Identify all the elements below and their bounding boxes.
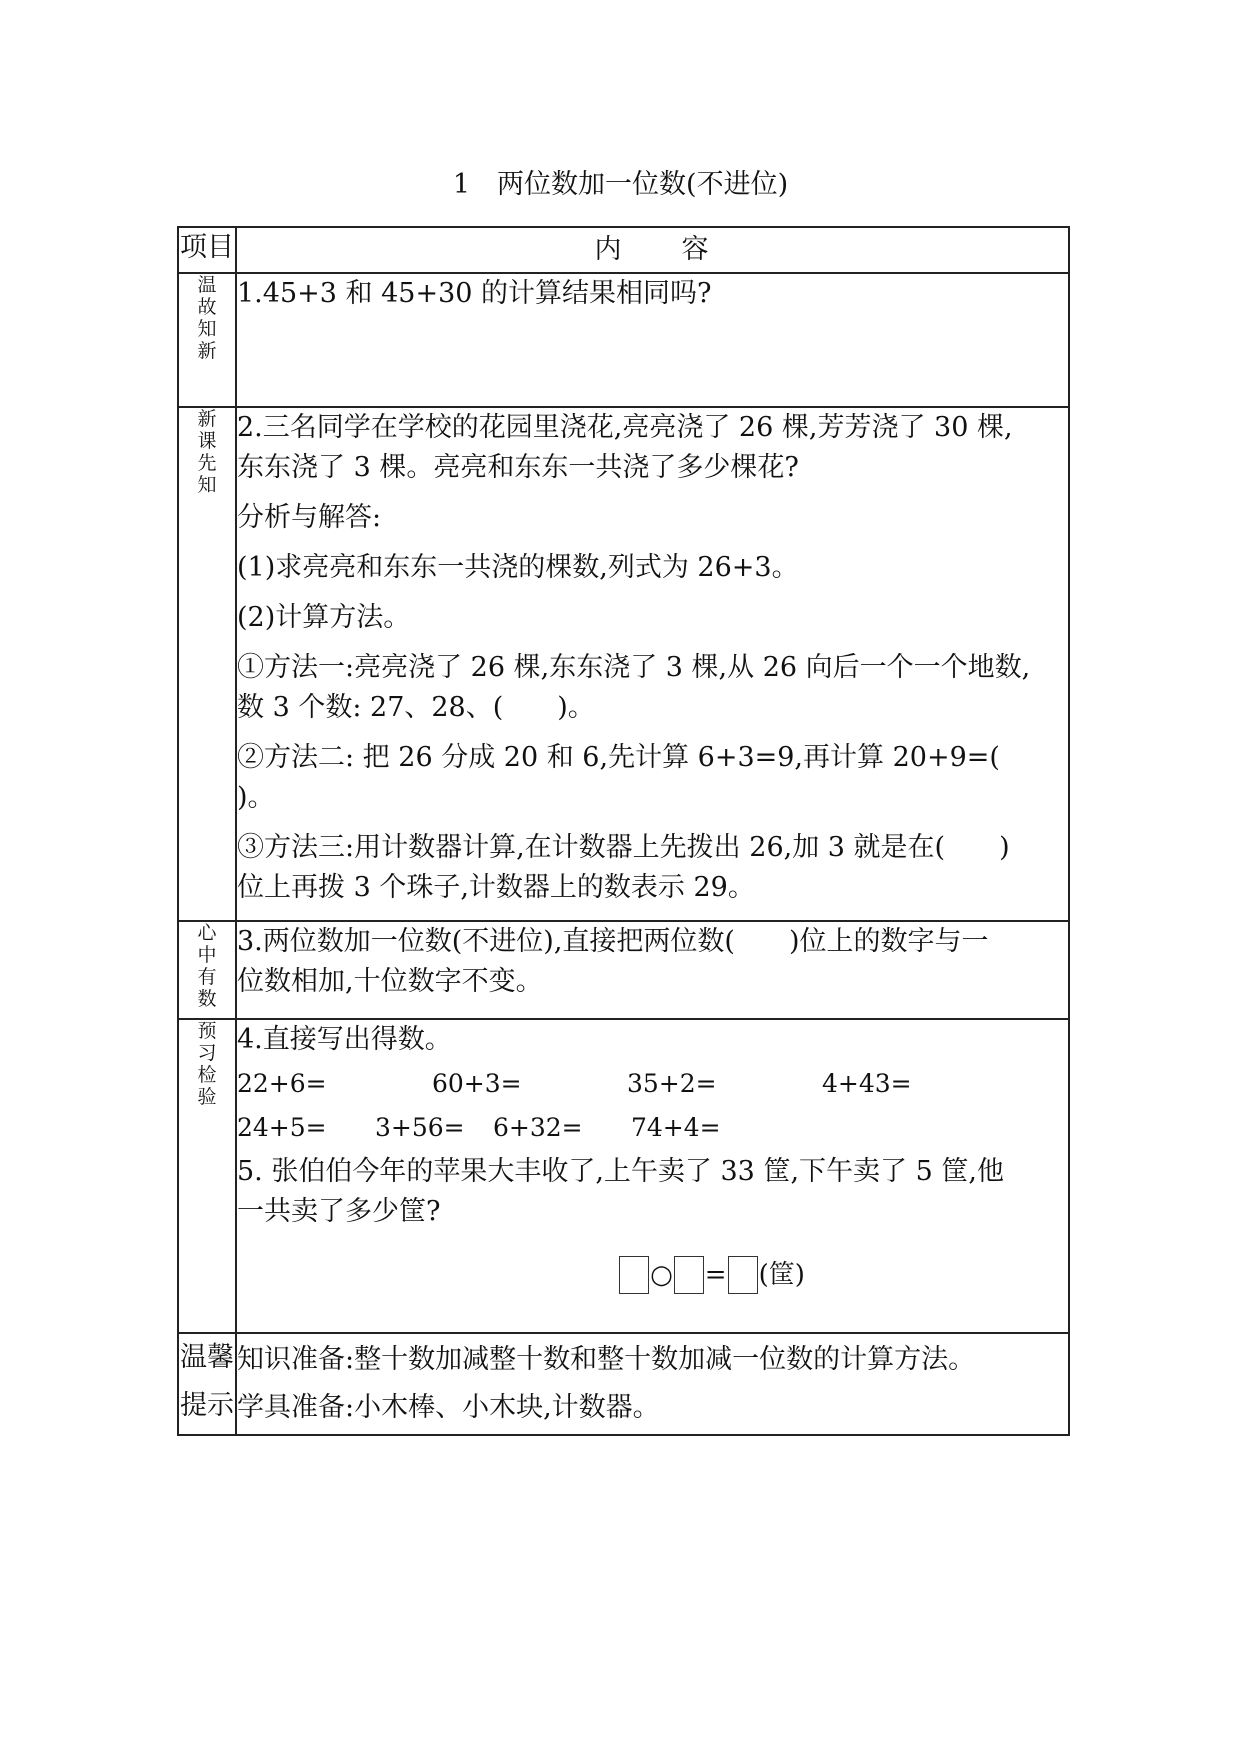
tip-knowledge: 知识准备:整十数加减整十数和整十数加减一位数的计算方法。: [237, 1344, 976, 1375]
method-2-line-1: ②方法二: 把 26 分成 20 和 6,先计算 6+3=9,再计算 20+9=(: [237, 742, 1000, 773]
equation-row-2: [237, 1108, 1068, 1148]
review-content-cell: [236, 273, 1069, 407]
equals-sign: =: [704, 1260, 727, 1290]
analysis-heading: 分析与解答:: [237, 502, 382, 533]
summary-row: [178, 921, 1069, 1019]
method-2-line-2: )。: [237, 782, 275, 813]
summary-label: 心 中 有 数: [197, 922, 217, 1010]
review-label: 温 故 知 新: [197, 274, 217, 362]
operator-circle: ○: [650, 1260, 673, 1290]
question-5-line-1: 5. 张伯伯今年的苹果大丰收了,上午卖了 33 筐,下午卖了 5 筐,他: [237, 1156, 1004, 1187]
method-3-line-2: 位上再拨 3 个珠子,计数器上的数表示 29。: [237, 872, 755, 903]
summary-content-cell: [236, 921, 1069, 1019]
equation: 3+56=: [375, 1113, 465, 1142]
step-2: (2)计算方法。: [237, 602, 411, 633]
practice-row: [178, 1019, 1069, 1333]
tips-content-cell: [236, 1333, 1069, 1435]
tips-label-cell: [178, 1333, 236, 1435]
review-row: [178, 273, 1069, 407]
lesson-table: [177, 226, 1070, 1436]
equation-row-1: [237, 1064, 1068, 1104]
question-4: 4.直接写出得数。: [237, 1024, 452, 1055]
header-content-cell: 内 容: [236, 227, 1069, 273]
equation: 4+43=: [822, 1069, 912, 1098]
tip-tools: 学具准备:小木棒、小木块,计数器。: [237, 1392, 660, 1423]
practice-label: 预 习 检 验: [197, 1020, 217, 1108]
practice-label-cell: [178, 1019, 236, 1333]
step-1: (1)求亮亮和东东一共浇的棵数,列式为 26+3。: [237, 552, 799, 583]
method-1-line-2: 数 3 个数: 27、28、( )。: [237, 692, 595, 723]
method-1-line-1: ①方法一:亮亮浇了 26 棵,东东浇了 3 棵,从 26 向后一个一个地数,: [237, 652, 1031, 683]
tips-row: [178, 1333, 1069, 1435]
equation: 24+5=: [237, 1113, 327, 1142]
review-label-cell: [178, 273, 236, 407]
new-lesson-label-cell: [178, 407, 236, 921]
unit-label: (筐): [758, 1260, 805, 1290]
equation: 22+6=: [237, 1069, 327, 1098]
new-lesson-label: 新 课 先 知: [197, 408, 217, 496]
question-3-line-2: 位数相加,十位数字不变。: [237, 966, 543, 997]
answer-box-2[interactable]: [674, 1256, 704, 1294]
answer-box-1[interactable]: [619, 1256, 649, 1294]
header-item-cell: 项目: [178, 227, 236, 273]
question-2-line-2: 东东浇了 3 棵。亮亮和东东一共浇了多少棵花?: [237, 452, 799, 483]
equation: 35+2=: [627, 1069, 717, 1098]
practice-content-cell: [236, 1019, 1069, 1333]
equation: 74+4=: [631, 1113, 721, 1142]
page-title: 1 两位数加一位数(不进位): [452, 169, 789, 200]
tips-label: 温馨 提示: [180, 1342, 234, 1421]
equation: 60+3=: [432, 1069, 522, 1098]
question-2-line-1: 2.三名同学在学校的花园里浇花,亮亮浇了 26 棵,芳芳浇了 30 棵,: [237, 412, 1013, 443]
summary-label-cell: [178, 921, 236, 1019]
question-3-line-1: 3.两位数加一位数(不进位),直接把两位数( )位上的数字与一: [237, 926, 989, 957]
equation: 6+32=: [493, 1113, 583, 1142]
question-1: 1.45+3 和 45+30 的计算结果相同吗?: [237, 278, 712, 309]
question-5-line-2: 一共卖了多少筐?: [237, 1196, 441, 1227]
method-3-line-1: ③方法三:用计数器计算,在计数器上先拨出 26,加 3 就是在( ): [237, 832, 1010, 863]
table-header-row: [178, 227, 1069, 273]
answer-equation: [237, 1254, 1068, 1295]
new-lesson-content-cell: [236, 407, 1069, 921]
answer-box-3[interactable]: [728, 1256, 758, 1294]
new-lesson-row: [178, 407, 1069, 921]
